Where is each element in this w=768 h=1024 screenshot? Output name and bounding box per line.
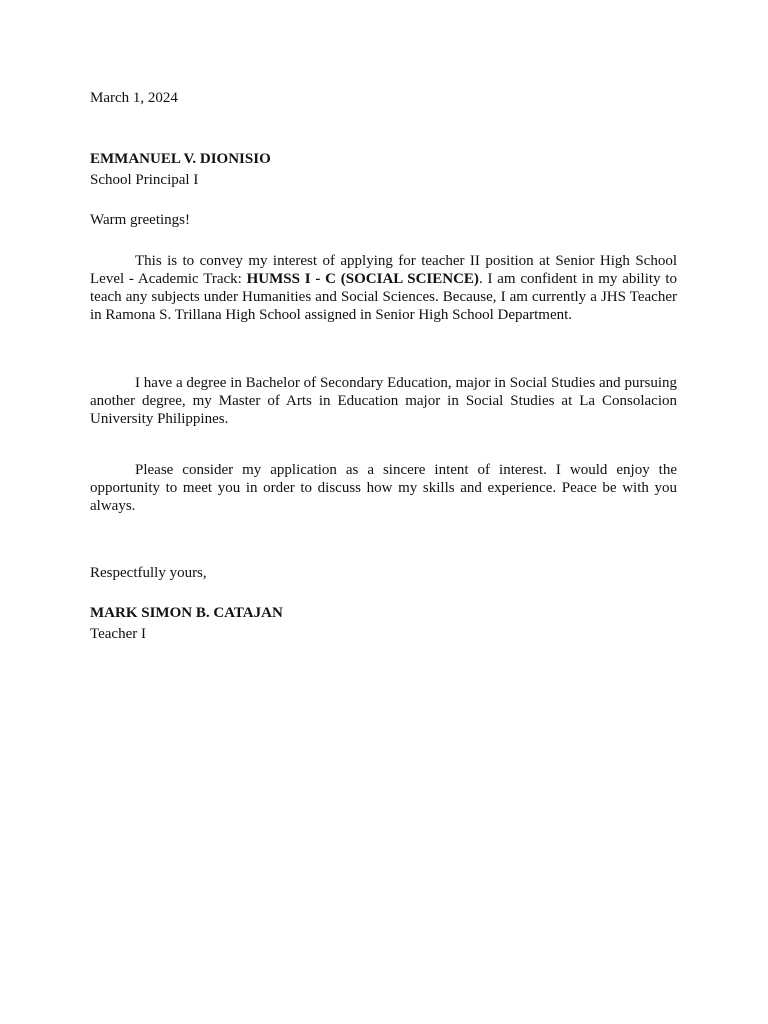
sender-title: Teacher I — [90, 626, 146, 642]
greeting: Warm greetings! — [90, 212, 191, 228]
sender-name: MARK SIMON B. CATAJAN — [90, 605, 283, 621]
paragraph-3: Please consider my application as a sincere intent of interest. I would enjoy the opportunity to meet you in order to discuss how my skills and experience. Peace be with you always. — [90, 462, 677, 514]
closing: Respectfully yours, — [90, 565, 207, 581]
recipient-name: EMMANUEL V. DIONISIO — [90, 151, 271, 167]
paragraph-1-text-end: . I am confident in my ability to teach any subjects under Humanities and Social Sciences. Because, I am currently a JHS Teacher in Ramona S. Trillana High School assigned in Senior High School Department. — [90, 271, 677, 323]
paragraph-1 — [90, 252, 677, 324]
letter-date: March 1, 2024 — [90, 90, 178, 106]
paragraph-1-emphasis: HUMSS I - C (SOCIAL SCIENCE) — [246, 271, 479, 287]
recipient-title: School Principal I — [90, 172, 199, 188]
paragraph-1-text-start: This is to convey my interest of applying for teacher II position at Senior High School Level - Academic Track: — [90, 253, 677, 287]
paragraph-2: I have a degree in Bachelor of Secondary Education, major in Social Studies and pursuing another degree, my Master of Arts in Education major in Social Studies at La Consolacion University Philippines. — [90, 375, 677, 427]
